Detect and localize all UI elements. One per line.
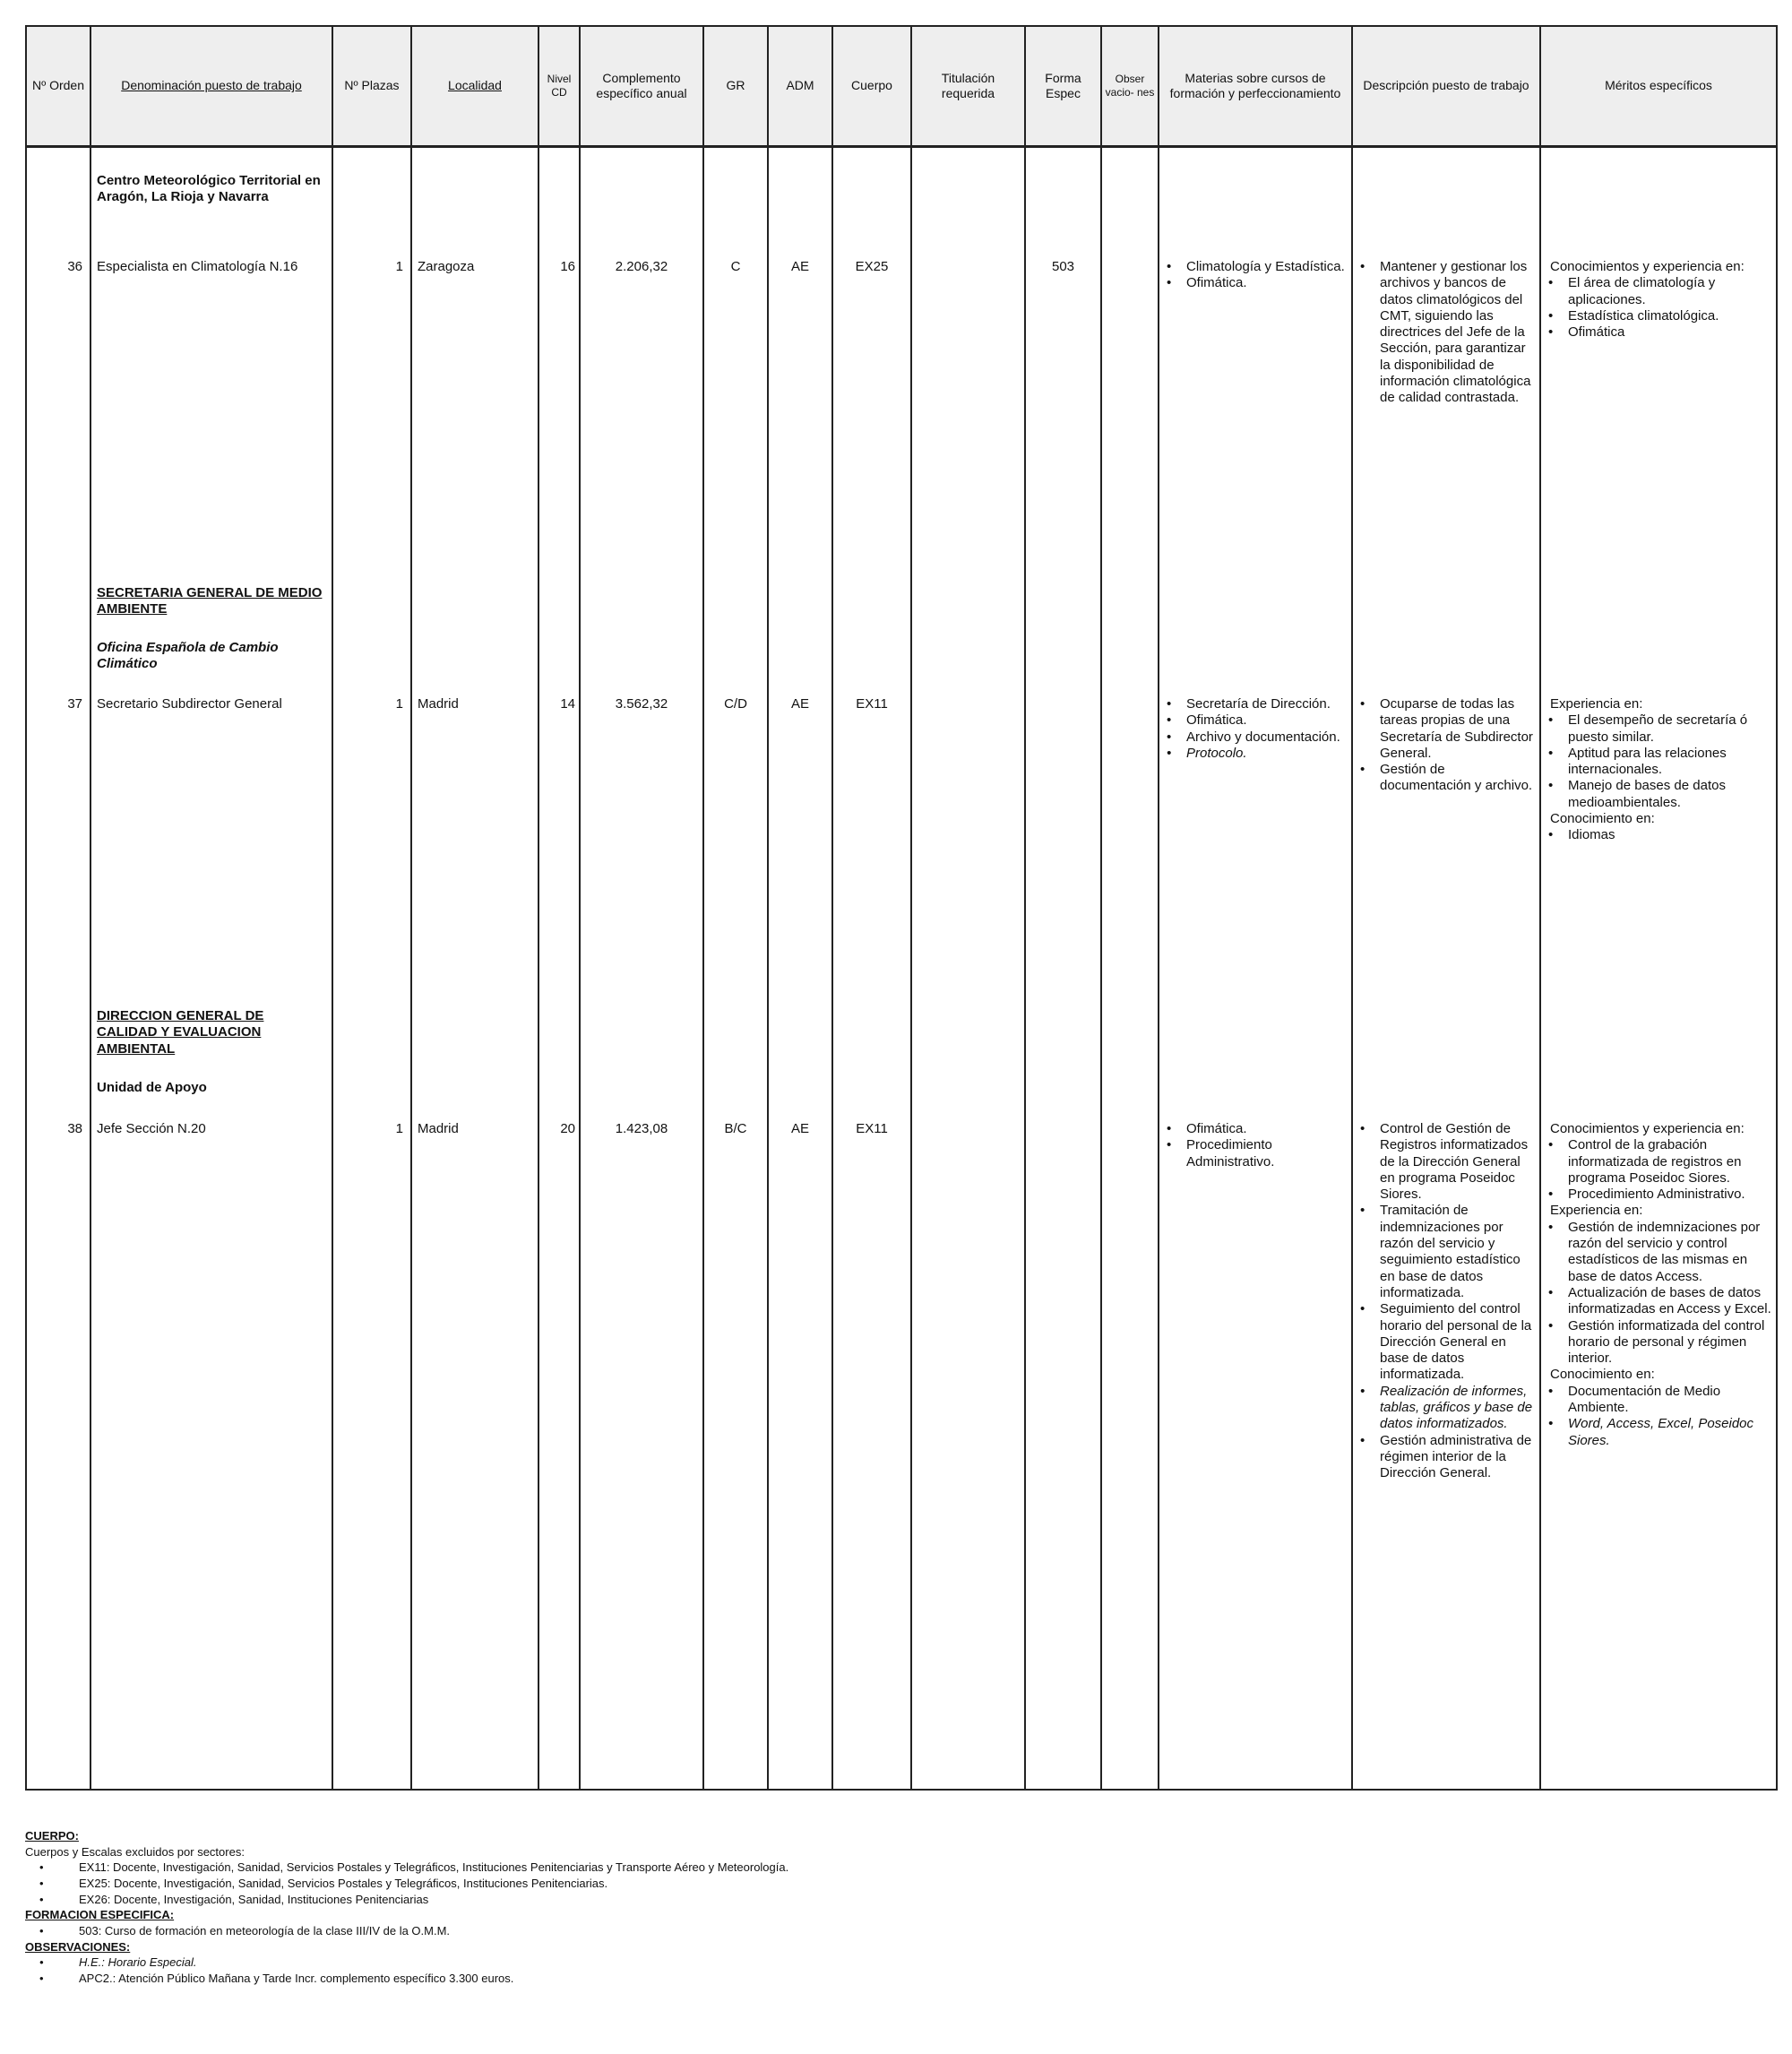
table-body: [26, 147, 1777, 1791]
list-item: • EX25: Docente, Investigación, Sanidad, Servicios Postales y Telegráficos, Instituciones Penitenciarias.: [79, 1876, 1763, 1892]
meritos-label: Conocimientos y experiencia en:: [1550, 1121, 1745, 1136]
list-item: • Documentación de Medio Ambiente.: [1568, 1384, 1772, 1417]
header-n-orden: Nº Orden: [26, 26, 90, 147]
list-item: • Word, Access, Excel, Poseidoc Siores.: [1568, 1416, 1772, 1449]
header-adm: ADM: [768, 26, 832, 147]
row-37-nivel: 14: [560, 696, 575, 712]
unit-heading: Unidad de Apoyo: [97, 1080, 207, 1095]
unit-heading: Centro Meteorológico Territorial en Aragón, La Rioja y Navarra: [97, 173, 321, 205]
header-nivel-cd: Nivel CD: [538, 26, 580, 147]
list-item: • EX26: Docente, Investigación, Sanidad, Instituciones Penitenciarias: [79, 1892, 1763, 1908]
meritos-label: Experiencia en:: [1550, 1203, 1643, 1219]
row-37-complemento: 3.562,32: [615, 696, 668, 712]
row-38-cuerpo: EX11: [856, 1121, 888, 1136]
legend-formacion-list: [25, 1923, 1763, 1939]
meritos-list: [1541, 275, 1776, 341]
col-gr: [703, 147, 768, 1791]
header-descripcion: Descripción puesto de trabajo: [1352, 26, 1540, 147]
header-meritos: Méritos específicos: [1540, 26, 1777, 147]
list-item: • Aptitud para las relaciones internacionales.: [1568, 746, 1772, 779]
row-36-orden: 36: [67, 259, 82, 274]
row-36-descripcion: [1353, 259, 1539, 407]
list-item: • Archivo y documentación.: [1186, 729, 1348, 746]
col-localidad: [411, 147, 538, 1791]
list-item: • Actualización de bases de datos informatizadas en Access y Excel.: [1568, 1285, 1772, 1318]
meritos-label: Experiencia en:: [1550, 696, 1643, 712]
legend-cuerpo-list: [25, 1860, 1763, 1907]
row-36-forma: 503: [1051, 259, 1075, 274]
list-item: • EX11: Docente, Investigación, Sanidad, Servicios Postales y Telegráficos, Instituciones Penitenciarias y Transporte Aéreo y Meteorología.: [79, 1860, 1763, 1876]
meritos-list: [1541, 1220, 1776, 1368]
row-37-localidad: Madrid: [418, 696, 459, 712]
col-plazas: [332, 147, 411, 1791]
row-38-materias: [1159, 1121, 1351, 1170]
list-item: • Gestión administrativa de régimen interior de la Dirección General.: [1380, 1433, 1536, 1482]
row-37-materias: [1159, 696, 1351, 762]
row-38-plazas: 1: [395, 1121, 403, 1136]
row-36-materias: [1159, 259, 1351, 292]
col-forma: [1025, 147, 1101, 1791]
list-item: • Idiomas: [1568, 827, 1772, 843]
row-38-orden: 38: [67, 1121, 82, 1136]
row-37-puesto: Secretario Subdirector General: [97, 696, 282, 712]
list-item: • Control de la grabación informatizada de registros en programa Poseidoc Siores.: [1568, 1137, 1772, 1187]
row-36-plazas: 1: [395, 259, 403, 274]
col-meritos: [1540, 147, 1777, 1791]
list-item: • 503: Curso de formación en meteorología de la clase III/IV de la O.M.M.: [79, 1923, 1763, 1939]
list-item: • Protocolo.: [1186, 746, 1348, 762]
col-orden: [26, 147, 90, 1791]
row-38-complemento: 1.423,08: [615, 1121, 668, 1136]
row-38-nivel: 20: [560, 1121, 575, 1136]
list-item: • Mantener y gestionar los archivos y bancos de datos climatológicos del CMT, siguiendo las directrices del Jefe de la Sección, para garantizar la disponibilidad de información climatológica de calidad contrastada.: [1380, 259, 1536, 407]
list-item: • Manejo de bases de datos medioambientales.: [1568, 778, 1772, 811]
legend-cuerpo-title: CUERPO:: [25, 1829, 79, 1843]
meritos-list: [1541, 827, 1776, 843]
header-forma-espec: Forma Espec: [1025, 26, 1101, 147]
row-36-nivel: 16: [560, 259, 575, 274]
row-38-gr: B/C: [724, 1121, 747, 1136]
row-36-meritos: [1541, 259, 1776, 341]
row-36-gr: C: [730, 259, 741, 274]
col-observaciones: [1101, 147, 1159, 1791]
list-item: • Ofimática.: [1186, 1121, 1348, 1137]
col-cuerpo: [832, 147, 911, 1791]
header-complemento: Complemento específico anual: [580, 26, 703, 147]
col-nivel: [538, 147, 580, 1791]
list-item: • El área de climatología y aplicaciones.: [1568, 275, 1772, 308]
row-36-puesto: Especialista en Climatología N.16: [97, 259, 298, 274]
list-item: • Control de Gestión de Registros informatizados de la Dirección General en programa Poseidoc Siores.: [1380, 1121, 1536, 1203]
col-descripcion: [1352, 147, 1540, 1791]
legend-observaciones-title: OBSERVACIONES:: [25, 1939, 131, 1954]
list-item: • Secretaría de Dirección.: [1186, 696, 1348, 712]
row-38-localidad: Madrid: [418, 1121, 459, 1136]
header-observaciones: Obser vacio- nes: [1101, 26, 1159, 147]
list-item: • Climatología y Estadística.: [1186, 259, 1348, 275]
row-36-localidad: Zaragoza: [418, 259, 475, 274]
list-item: • El desempeño de secretaría ó puesto similar.: [1568, 712, 1772, 746]
row-37-adm: AE: [790, 696, 809, 712]
list-item: • Procedimiento Administrativo.: [1186, 1137, 1348, 1170]
header-denominacion: Denominación puesto de trabajo: [90, 26, 332, 147]
positions-table: [25, 25, 1778, 1791]
legend-cuerpo-subtitle: Cuerpos y Escalas excluidos por sectores:: [25, 1844, 245, 1859]
list-item: • Estadística climatológica.: [1568, 308, 1772, 324]
meritos-label: Conocimientos y experiencia en:: [1550, 259, 1745, 274]
row-38-adm: AE: [790, 1121, 809, 1136]
list-item: • APC2.: Atención Público Mañana y Tarde Incr. complemento específico 3.300 euros.: [79, 1971, 1763, 1987]
list-item: • H.E.: Horario Especial.: [79, 1955, 1763, 1971]
list-item: • Tramitación de indemnizaciones por razón del servicio y seguimiento estadístico en base de datos informatizada.: [1380, 1203, 1536, 1301]
meritos-label: Conocimiento en:: [1550, 811, 1655, 827]
org-heading: DIRECCION GENERAL DE CALIDAD Y EVALUACION AMBIENTAL: [97, 1008, 264, 1057]
row-37-cuerpo: EX11: [856, 696, 888, 712]
row-36-cuerpo: EX25: [855, 259, 889, 274]
col-materias: [1159, 147, 1352, 1791]
legend-observaciones-list: [25, 1955, 1763, 1986]
header-gr: GR: [703, 26, 768, 147]
row-37-descripcion: [1353, 696, 1539, 795]
list-item: • Ofimática: [1568, 324, 1772, 341]
meritos-list: [1541, 1384, 1776, 1449]
col-titulacion: [911, 147, 1025, 1791]
row-38-puesto: Jefe Sección N.20: [97, 1121, 206, 1136]
list-item: • Realización de informes, tablas, gráficos y base de datos informatizados.: [1380, 1384, 1536, 1433]
meritos-list: [1541, 712, 1776, 811]
row-37-meritos: [1541, 696, 1776, 844]
legend-formacion-title: FORMACION ESPECIFICA:: [25, 1908, 175, 1922]
meritos-list: [1541, 1137, 1776, 1203]
col-complemento: [580, 147, 703, 1791]
row-37-orden: 37: [67, 696, 82, 712]
list-item: • Gestión de indemnizaciones por razón del servicio y control estadísticos de las mismas en base de datos Access.: [1568, 1220, 1772, 1285]
row-36-adm: AE: [790, 259, 809, 274]
col-denominacion: [90, 147, 332, 1791]
row-38-meritos: [1541, 1121, 1776, 1449]
header-materias: Materias sobre cursos de formación y perfeccionamiento: [1159, 26, 1352, 147]
list-item: • Gestión informatizada del control horario de personal y régimen interior.: [1568, 1318, 1772, 1368]
row-37-gr: C/D: [724, 696, 747, 712]
row-36-complemento: 2.206,32: [615, 259, 668, 274]
row-38-descripcion: [1353, 1121, 1539, 1482]
header-n-plazas: Nº Plazas: [332, 26, 411, 147]
list-item: • Gestión de documentación y archivo.: [1380, 762, 1536, 795]
list-item: • Ofimática.: [1186, 275, 1348, 291]
meritos-label: Conocimiento en:: [1550, 1367, 1655, 1383]
list-item: • Procedimiento Administrativo.: [1568, 1187, 1772, 1203]
list-item: • Seguimiento del control horario del personal de la Dirección General en base de datos informatizada.: [1380, 1301, 1536, 1383]
header-row: [26, 26, 1777, 147]
header-titulacion: Titulación requerida: [911, 26, 1025, 147]
legend: [25, 1828, 1763, 1987]
row-37-plazas: 1: [395, 696, 403, 712]
header-cuerpo: Cuerpo: [832, 26, 911, 147]
list-item: • Ocuparse de todas las tareas propias de una Secretaría de Subdirector General.: [1380, 696, 1536, 762]
col-adm: [768, 147, 832, 1791]
list-item: • Ofimática.: [1186, 712, 1348, 729]
header-localidad: Localidad: [411, 26, 538, 147]
org-heading: SECRETARIA GENERAL DE MEDIO AMBIENTE: [97, 585, 323, 617]
unit-heading: Oficina Española de Cambio Climático: [97, 640, 279, 672]
